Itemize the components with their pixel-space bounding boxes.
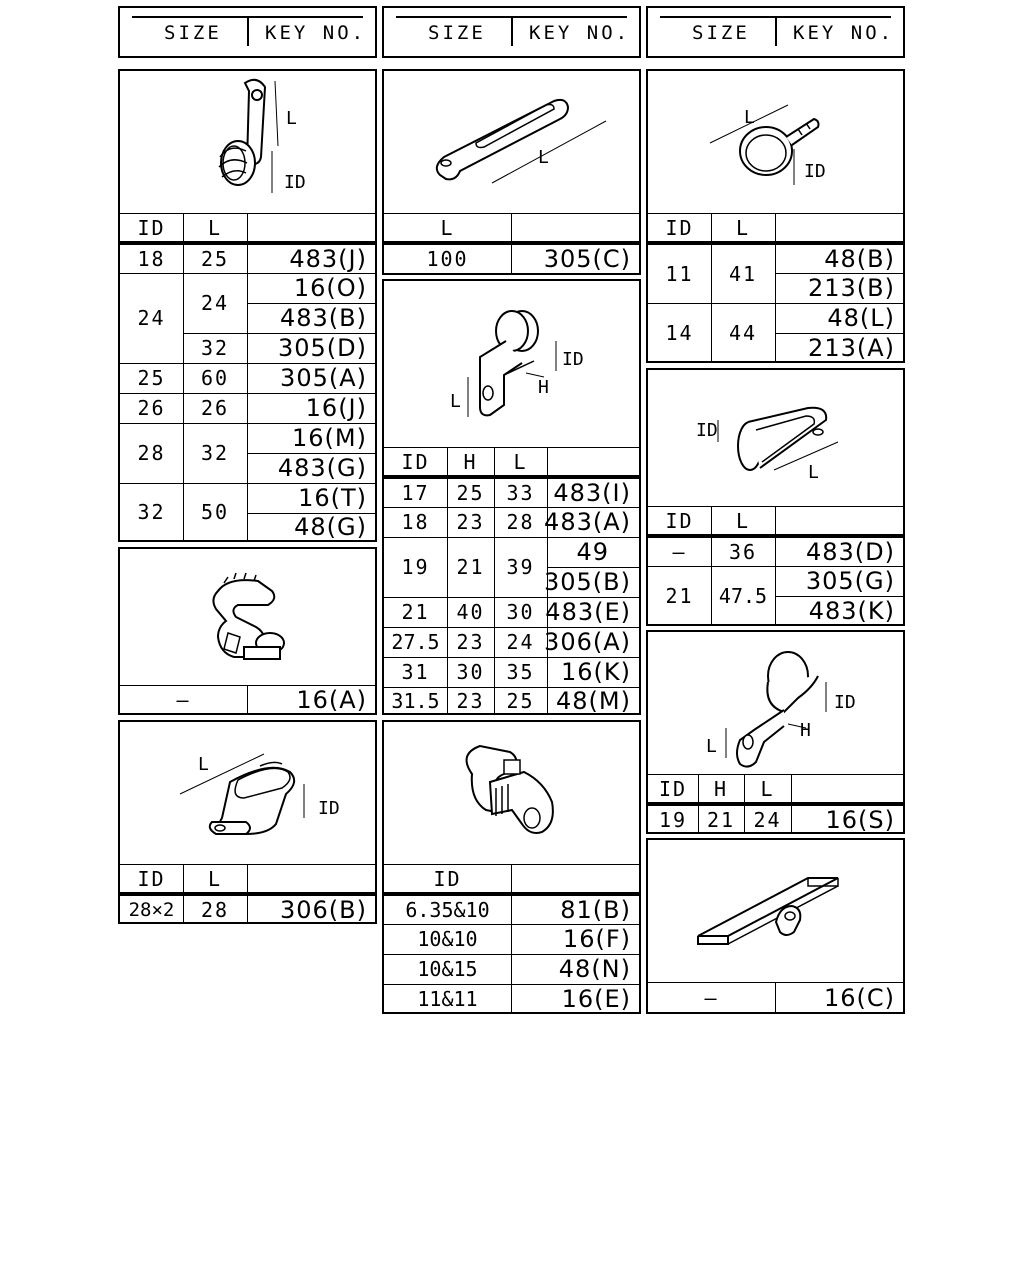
row-key: 305(C): [543, 245, 631, 273]
header-size-label: SIZE: [428, 22, 486, 44]
clamp-table-1: [118, 69, 377, 542]
row-l: 100: [426, 247, 469, 271]
size-dash: —: [176, 688, 191, 712]
row-h: 21: [456, 555, 485, 579]
row-key: 16(K): [560, 658, 631, 686]
row-key: 483(K): [808, 597, 895, 625]
row-key: 305(D): [277, 334, 367, 362]
row-id: 18: [137, 247, 166, 271]
row-key: 49: [576, 538, 609, 566]
bracket-clamp-table: [382, 279, 641, 715]
header-size-label: SIZE: [692, 22, 750, 44]
row-key: 483(I): [553, 479, 631, 507]
row-key: 48(M): [556, 687, 631, 715]
row-key: 213(B): [808, 274, 895, 302]
row-l: 35: [506, 660, 535, 684]
row-key: 483(A): [544, 508, 631, 536]
row-key: 483(D): [805, 538, 895, 566]
row-l: 25: [200, 247, 230, 271]
dim-id-label: ID: [804, 161, 826, 182]
row-id: 25: [137, 366, 166, 390]
row-key: 48(B): [824, 245, 895, 273]
row-h: 40: [456, 600, 485, 624]
col-head-id: ID: [137, 867, 166, 891]
header-key-label: KEY NO.: [265, 22, 367, 44]
plastic-clip-diagram: [120, 549, 375, 685]
header-key-label: KEY NO.: [793, 22, 895, 44]
row-id: 18: [401, 510, 430, 534]
row-h: 25: [456, 481, 485, 505]
dim-l-label: L: [744, 107, 755, 128]
row-id: 26: [137, 396, 166, 420]
row-id: 28: [137, 441, 166, 465]
row-id: 21: [401, 600, 430, 624]
row-l: 24: [200, 291, 230, 315]
row-l: 24: [753, 808, 782, 832]
row-id: 31: [401, 660, 430, 684]
row-l: 32: [200, 336, 230, 360]
row-key: 305(G): [805, 567, 895, 595]
col-head-id: ID: [658, 777, 688, 801]
row-key: 16(E): [561, 985, 631, 1013]
dim-l-label: L: [286, 108, 297, 129]
row-id: 17: [401, 481, 430, 505]
row-l: 30: [506, 600, 535, 624]
double-clip-table: [382, 720, 641, 1014]
row-id: 10&10: [417, 927, 478, 951]
col-head-h: H: [463, 450, 478, 474]
row-key: 81(B): [560, 896, 631, 924]
row-key: 306(B): [280, 896, 367, 924]
col-head-l: L: [513, 450, 528, 474]
bracket-clamp-table-2: [646, 630, 905, 834]
header-col2: [382, 6, 641, 58]
clip-table-1: [118, 547, 377, 715]
dim-id-label: ID: [834, 692, 856, 713]
row-id: 14: [665, 321, 694, 345]
row-l: 41: [728, 262, 758, 286]
row-key: 483(G): [277, 454, 367, 482]
row-key: 305(B): [544, 568, 631, 596]
row-l: 25: [506, 689, 535, 713]
col-head-h: H: [713, 777, 729, 801]
row-id: 31.5: [391, 689, 440, 713]
row-id: 10&15: [417, 957, 478, 981]
row-l: 39: [506, 555, 535, 579]
oval-clamp-diagram: [120, 722, 375, 864]
row-l: 60: [200, 366, 230, 390]
header-col1: [118, 6, 377, 58]
row-key: 16(F): [562, 925, 631, 953]
row-id: 24: [137, 306, 166, 330]
plate-clip-table: [646, 838, 905, 1014]
row-h: 23: [456, 689, 485, 713]
header-size-label: SIZE: [164, 22, 222, 44]
row-id: 21: [665, 584, 694, 608]
ring-clamp-table: [646, 69, 905, 363]
row-l: 50: [200, 499, 230, 524]
row-key: 16(A): [296, 686, 367, 714]
strap-table: [382, 69, 641, 275]
dim-h-label: H: [800, 720, 811, 741]
dim-l-label: L: [706, 736, 717, 757]
row-key: 48(L): [827, 304, 895, 332]
row-l: 28: [506, 510, 535, 534]
flat-loop-clamp-diagram: [648, 370, 903, 506]
row-key: 213(A): [808, 334, 895, 362]
bracket-clamp-diagram-2: [648, 632, 903, 774]
row-key: 483(J): [289, 245, 367, 273]
row-id: 19: [658, 808, 688, 832]
dim-id-label: ID: [696, 420, 718, 441]
row-h: 30: [456, 660, 485, 684]
row-id: 6.35&10: [405, 898, 490, 922]
plate-clip-diagram: [648, 840, 903, 982]
header-col3: [646, 6, 905, 58]
row-l: 33: [506, 481, 535, 505]
row-l: 24: [506, 630, 535, 654]
clamp-loop-coil-diagram: [120, 71, 375, 213]
row-id: 11: [665, 262, 694, 286]
bracket-clamp-diagram: [384, 281, 639, 447]
ring-clamp-diagram: [648, 71, 903, 213]
row-h: 23: [456, 630, 485, 654]
row-key: 16(C): [823, 984, 895, 1012]
row-key: 48(G): [294, 512, 367, 541]
col-head-id: ID: [433, 867, 462, 891]
row-key: 483(B): [280, 304, 367, 332]
row-l: 47.5: [718, 584, 768, 608]
col-head-id: ID: [665, 216, 694, 240]
header-key-label: KEY NO.: [529, 22, 631, 44]
col-head-l: L: [207, 216, 223, 240]
row-key: 16(S): [825, 806, 895, 834]
row-l: 28: [200, 898, 230, 922]
row-id: 28×2: [128, 899, 175, 921]
row-id: 32: [137, 499, 166, 524]
col-head-l: L: [440, 216, 455, 240]
row-id: 19: [401, 555, 430, 579]
row-id: 27.5: [391, 630, 440, 654]
dim-l-label: L: [538, 147, 549, 168]
row-l: 44: [728, 321, 758, 345]
row-key: 48(N): [558, 955, 631, 983]
col-head-l: L: [735, 509, 751, 533]
row-key: 305(A): [280, 364, 367, 392]
row-h: 23: [456, 510, 485, 534]
clamp-table-2: [118, 720, 377, 924]
dim-id-label: ID: [284, 172, 306, 193]
col-head-l: L: [760, 777, 775, 801]
col-head-id: ID: [137, 216, 166, 240]
col-head-id: ID: [665, 509, 694, 533]
col-head-id: ID: [401, 450, 430, 474]
row-l: 32: [200, 441, 230, 465]
row-key: 16(O): [293, 274, 367, 302]
col-head-l: L: [735, 216, 751, 240]
dim-l-label: L: [808, 462, 819, 483]
dim-id-label: ID: [318, 798, 340, 819]
row-key: 483(E): [545, 598, 631, 626]
size-dash: —: [704, 986, 719, 1010]
double-clip-diagram: [384, 722, 639, 864]
row-l: 26: [200, 396, 230, 420]
dim-id-label: ID: [562, 349, 584, 370]
dim-h-label: H: [538, 377, 549, 398]
row-h: 21: [706, 808, 736, 832]
dim-l-label: L: [198, 754, 209, 775]
col-head-l: L: [207, 867, 223, 891]
row-key: 306(A): [544, 628, 631, 656]
row-key: 16(T): [298, 484, 367, 512]
row-key: 16(J): [305, 394, 367, 422]
dim-l-label: L: [450, 391, 461, 412]
row-key: 16(M): [292, 424, 367, 452]
row-id: 11&11: [417, 987, 478, 1011]
size-dash: —: [672, 540, 687, 564]
row-l: 36: [728, 540, 758, 564]
strap-band-diagram: [384, 71, 639, 213]
flat-loop-clamp-table: [646, 368, 905, 626]
